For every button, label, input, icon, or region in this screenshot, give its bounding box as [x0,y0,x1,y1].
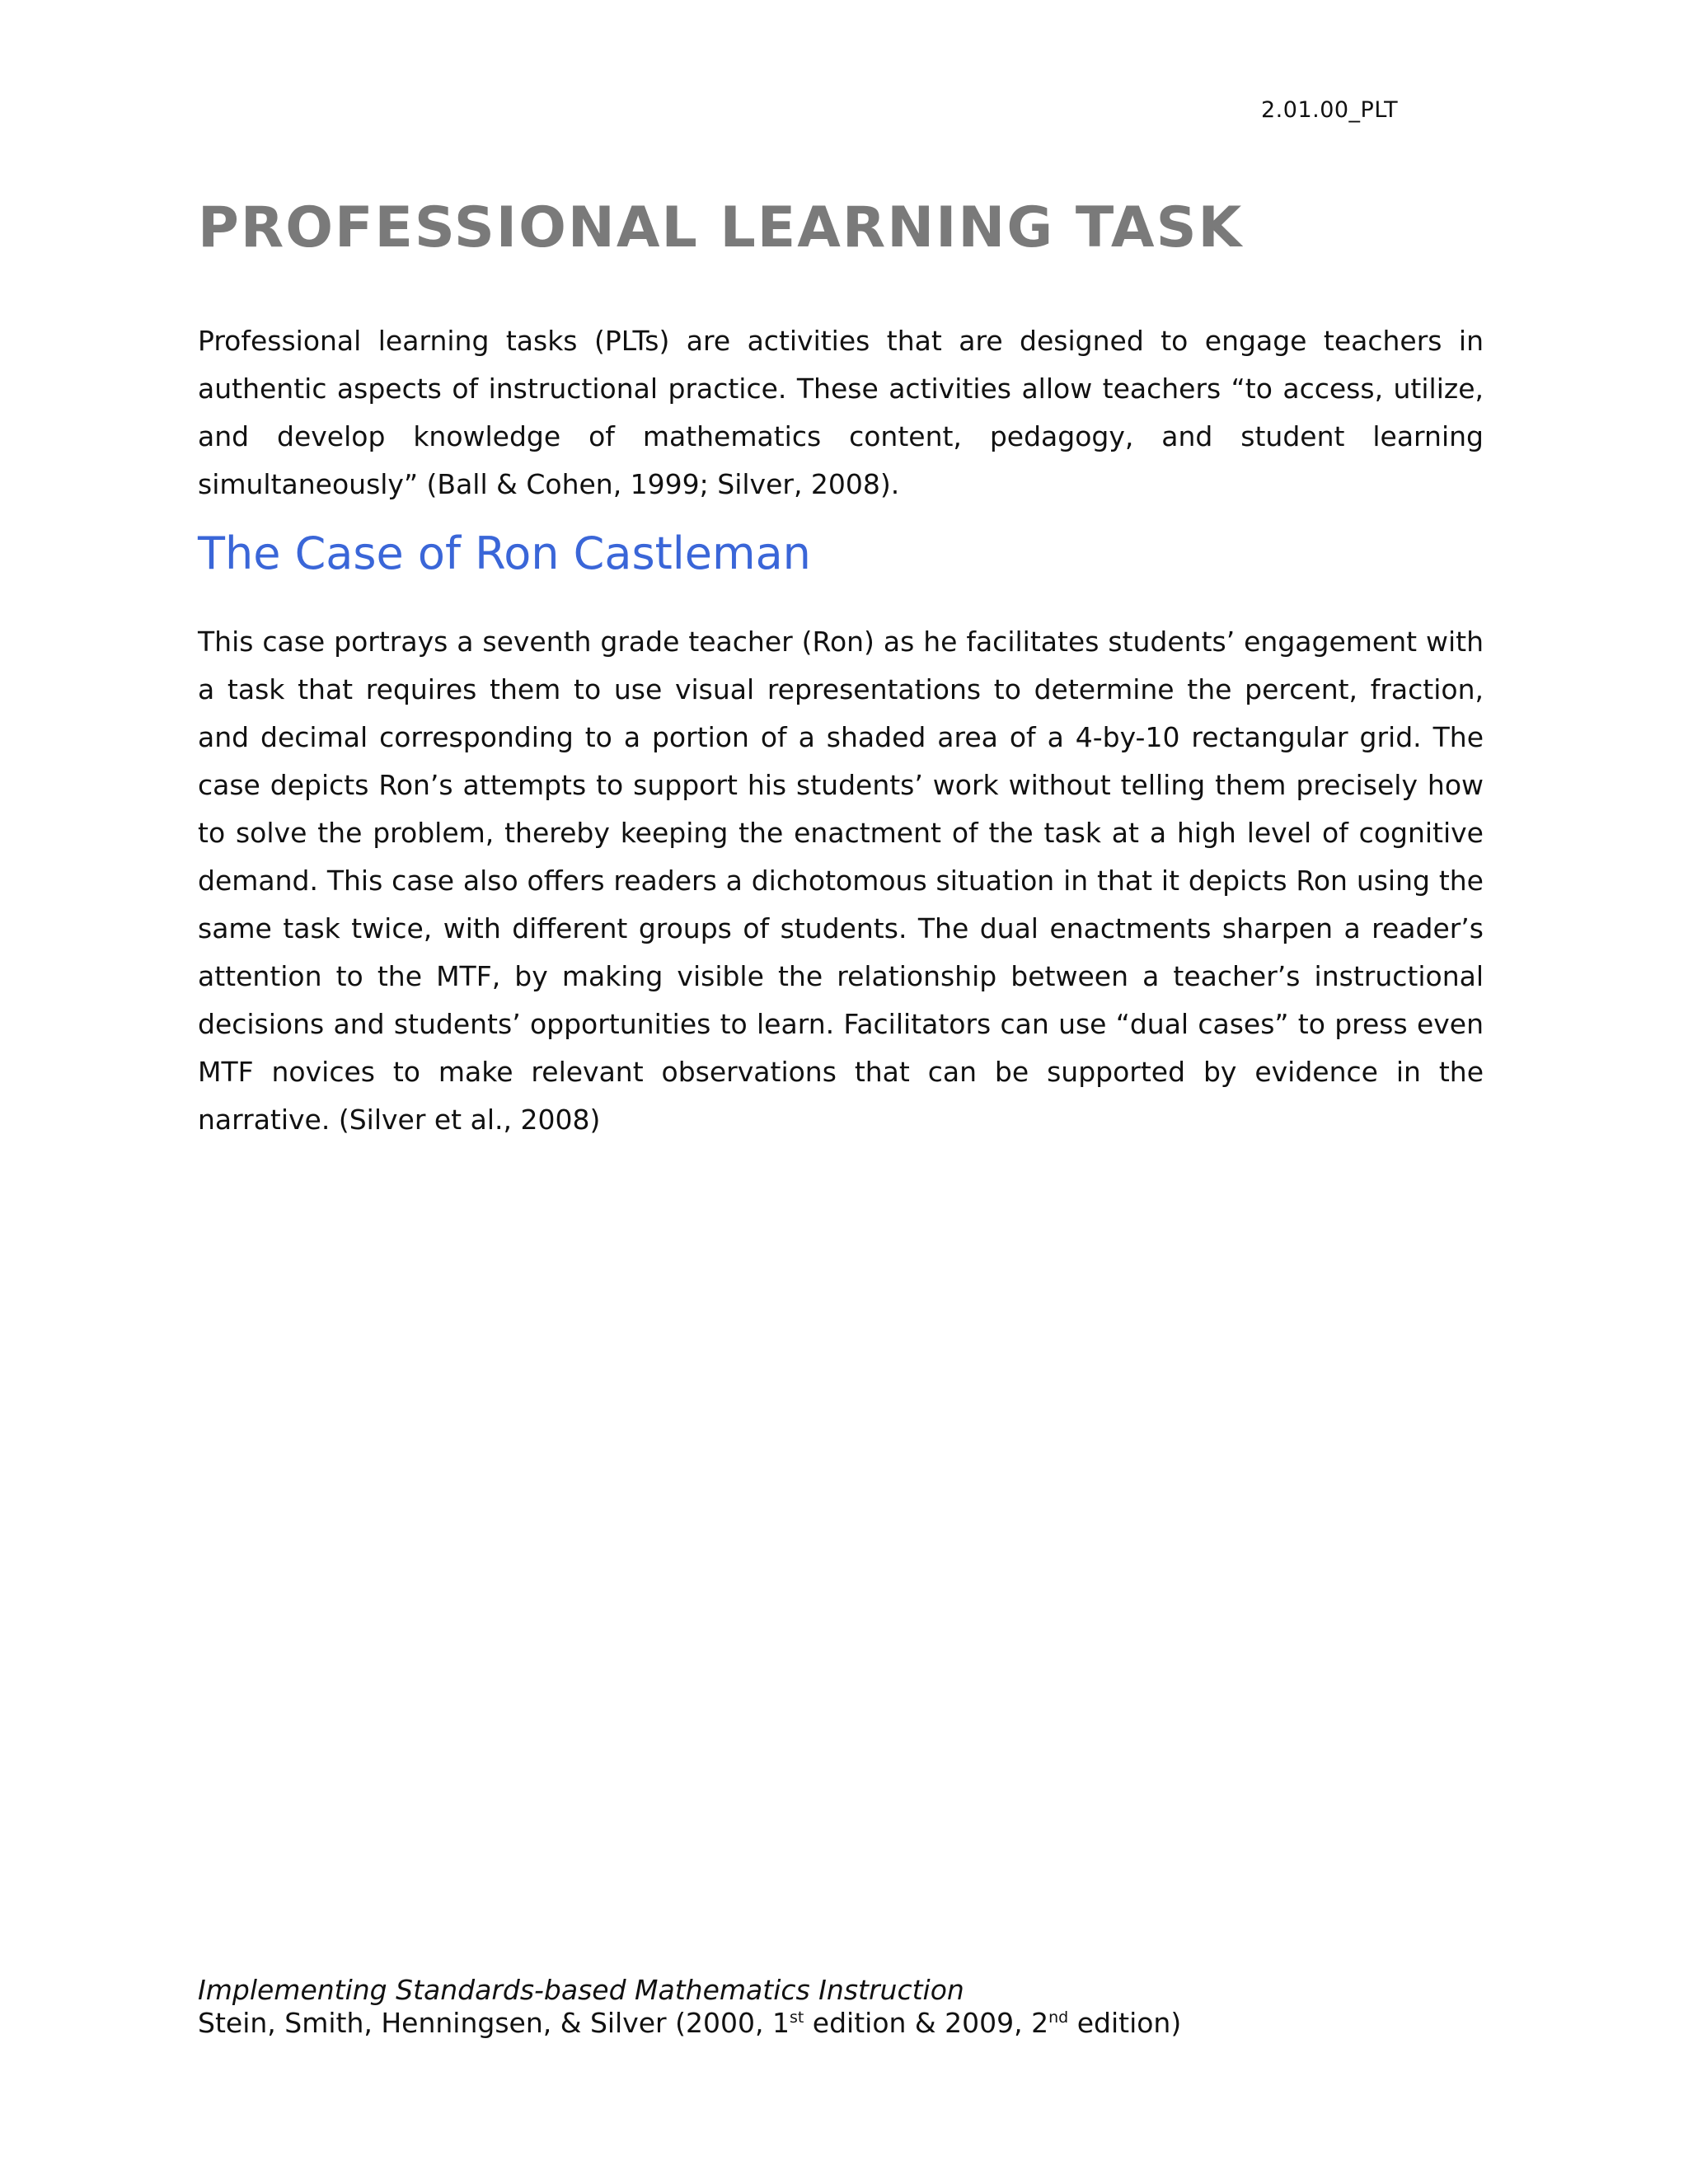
document-code: 2.01.00_PLT [1261,97,1399,123]
intro-paragraph: Professional learning tasks (PLTs) are activities that are designed to engage teachers in authentic aspects of instructional practice. These activities allow teachers “to access, utilize, and develop knowledge of mathematics content, pedagogy, and student learning simultaneously” (Ball & Cohen, 1999; Silver, 2008). [198,325,1484,500]
authors-prefix: Stein, Smith, Henningsen, & Silver (2000, 1 [198,2007,790,2039]
book-title: Implementing Standards-based Mathematics Instruction [198,1974,964,2006]
page-title: PROFESSIONAL LEARNING TASK [198,195,1244,260]
authors-middle: edition & 2009, 2 [804,2007,1049,2039]
authors-line [198,2007,1181,2040]
footer-citation [198,1974,1181,2040]
authors-suffix: edition) [1068,2007,1182,2039]
edition2-superscript: nd [1048,2008,1069,2027]
case-description: This case portrays a seventh grade teacher (Ron) as he facilitates students’ engagement with a task that requires them to use visual representations to determine the percent, fraction, and decimal corresponding to a portion of a shaded area of a 4-by-10 rectangular grid. The case depicts Ron’s attempts to support his students’ work without telling them precisely how to solve the problem, thereby keeping the enactment of the task at a high level of cognitive demand. This case also offers readers a dichotomous situation in that it depicts Ron using the same task twice, with different groups of students. The dual enactments sharpen a reader’s attention to the MTF, by making visible the relationship between a teacher’s instructional decisions and students’ opportunities to learn. Facilitators can use “dual cases” to press even MTF novices to make relevant observations that can be supported by evidence in the narrative. (Silver et al., 2008) [198,626,1484,1136]
case-title: The Case of Ron Castleman [198,527,811,579]
edition1-superscript: st [789,2008,804,2027]
